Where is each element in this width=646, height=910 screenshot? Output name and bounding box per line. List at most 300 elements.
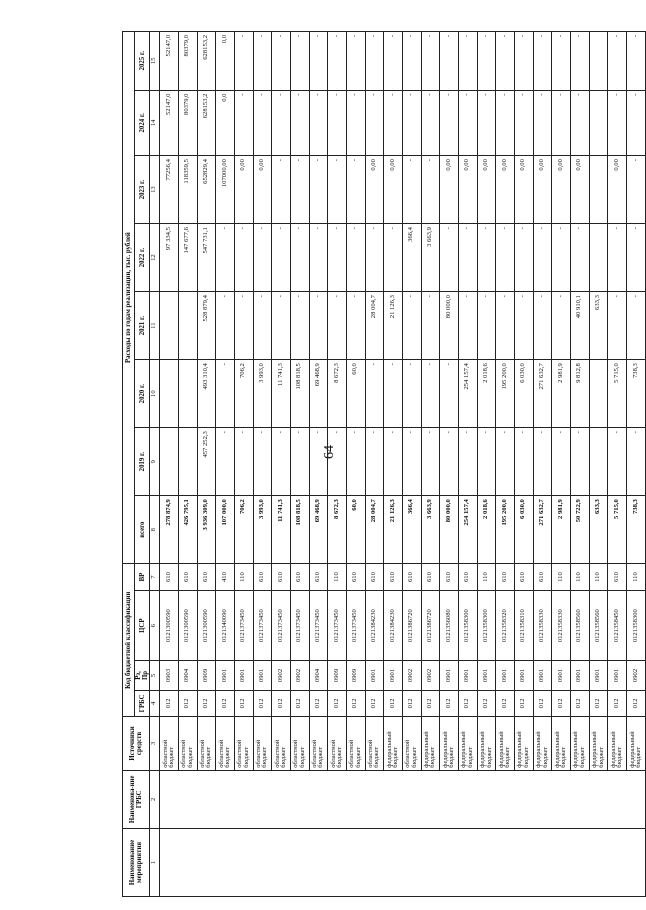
cell-rzpr: 0901 <box>440 661 459 690</box>
cell-vr: 610 <box>608 564 627 591</box>
cell-total: 278 874,9 <box>160 496 179 564</box>
cell-source: федеральный бюджет <box>459 717 478 770</box>
cell-2023: - <box>309 156 328 224</box>
cell-grbs: 012 <box>272 690 291 717</box>
cell-csr: 0121358330 <box>533 590 552 660</box>
cell-2021: 633,3 <box>589 292 608 360</box>
cell-2024 <box>589 90 608 156</box>
cell-2022: 97 334,5 <box>160 224 179 292</box>
cell-2021: - <box>515 292 534 360</box>
cell-2025: 80379,0 <box>178 32 197 91</box>
cell-2025: - <box>234 32 253 91</box>
cell-2022: - <box>459 224 478 292</box>
cell-2019: - <box>328 428 347 496</box>
cell-total: 60,0 <box>346 496 365 564</box>
cell-2023: - <box>290 156 309 224</box>
cell-2025: - <box>309 32 328 91</box>
cell-csr: 0121358310 <box>515 590 534 660</box>
cell-2023: 107000,00 <box>216 156 235 224</box>
cell-2019: - <box>234 428 253 496</box>
table-row <box>346 32 365 897</box>
cell-2020: 738,3 <box>627 360 646 428</box>
column-number: 14 <box>150 90 160 156</box>
cell-2024: - <box>533 90 552 156</box>
cell-2023: - <box>346 156 365 224</box>
cell-2022: - <box>515 224 534 292</box>
cell-2020: 2 981,9 <box>552 360 571 428</box>
cell-2025: 628153,2 <box>197 32 216 91</box>
cell-2022: 3 663,9 <box>421 224 440 292</box>
cell-csr: 0121356080 <box>440 590 459 660</box>
cell-csr: 0121373450 <box>272 590 291 660</box>
cell-vr: 610 <box>160 564 179 591</box>
cell-2024: - <box>421 90 440 156</box>
cell-2024: - <box>477 90 496 156</box>
column-number: 12 <box>150 224 160 292</box>
cell-2025: - <box>627 32 646 91</box>
cell-2019: - <box>459 428 478 496</box>
cell-grbs-name <box>160 770 646 828</box>
cell-grbs: 012 <box>290 690 309 717</box>
cell-total: 3 993,0 <box>253 496 272 564</box>
cell-2022: - <box>328 224 347 292</box>
cell-csr: 0121358320 <box>496 590 515 660</box>
cell-2021: - <box>272 292 291 360</box>
table-row <box>552 32 571 897</box>
cell-source: областной бюджет <box>216 717 235 770</box>
cell-total: 11 741,3 <box>272 496 291 564</box>
cell-csr: 0121373450 <box>290 590 309 660</box>
cell-2023: 0,00 <box>552 156 571 224</box>
cell-2020: 5 715,0 <box>608 360 627 428</box>
cell-vr: 610 <box>290 564 309 591</box>
column-number: 9 <box>150 428 160 496</box>
cell-csr: 0121358560 <box>589 590 608 660</box>
cell-rzpr: 0901 <box>234 661 253 690</box>
cell-2022: - <box>272 224 291 292</box>
cell-2021: 80 000,0 <box>440 292 459 360</box>
cell-2021: - <box>253 292 272 360</box>
cell-2024: - <box>571 90 590 156</box>
cell-2019: - <box>365 428 384 496</box>
cell-csr: 0121358300 <box>477 590 496 660</box>
header-year-2025: 2025 г. <box>135 32 150 91</box>
cell-2023: 0,00 <box>384 156 403 224</box>
header-code-group: Код бюджетной классификации <box>123 564 135 717</box>
table-row <box>459 32 478 897</box>
cell-2024: 52147,0 <box>160 90 179 156</box>
cell-2020 <box>589 360 608 428</box>
cell-2021: - <box>533 292 552 360</box>
cell-source: федеральный бюджет <box>533 717 552 770</box>
cell-grbs: 012 <box>571 690 590 717</box>
cell-grbs: 012 <box>216 690 235 717</box>
cell-2022: - <box>440 224 459 292</box>
cell-2021: - <box>608 292 627 360</box>
cell-source: федеральный бюджет <box>384 717 403 770</box>
cell-source: областной бюджет <box>253 717 272 770</box>
column-number: 11 <box>150 292 160 360</box>
cell-2023: 0,00 <box>440 156 459 224</box>
cell-csr: 0121386720 <box>421 590 440 660</box>
cell-rzpr: 0901 <box>496 661 515 690</box>
cell-total: 2 981,9 <box>552 496 571 564</box>
cell-source: областной бюджет <box>309 717 328 770</box>
cell-2021: - <box>402 292 421 360</box>
header-vr: ВР <box>135 564 150 591</box>
cell-2023: 0,00 <box>608 156 627 224</box>
cell-2019: - <box>253 428 272 496</box>
cell-2023: 652829,4 <box>197 156 216 224</box>
cell-total: 195 200,0 <box>496 496 515 564</box>
cell-vr: 110 <box>552 564 571 591</box>
cell-vr: 610 <box>496 564 515 591</box>
cell-vr: 610 <box>533 564 552 591</box>
cell-2022: - <box>290 224 309 292</box>
header-year-2022: 2022 г. <box>135 224 150 292</box>
cell-2021: - <box>328 292 347 360</box>
cell-2022: - <box>533 224 552 292</box>
cell-2021 <box>160 292 179 360</box>
cell-2022: - <box>216 224 235 292</box>
table-row <box>253 32 272 897</box>
header-expenses-group: Расходы по годам реализации, тыс. рублей <box>123 32 135 564</box>
cell-vr: 610 <box>178 564 197 591</box>
cell-2019: - <box>627 428 646 496</box>
cell-grbs: 012 <box>589 690 608 717</box>
cell-2023: 0,00 <box>234 156 253 224</box>
table-row <box>365 32 384 897</box>
cell-2024: - <box>627 90 646 156</box>
cell-2021: 528 879,4 <box>197 292 216 360</box>
cell-grbs: 012 <box>365 690 384 717</box>
cell-source: областной бюджет <box>290 717 309 770</box>
table-row <box>589 32 608 897</box>
cell-2020: - <box>440 360 459 428</box>
cell-grbs: 012 <box>234 690 253 717</box>
table-row <box>197 32 216 897</box>
budget-expenses-table <box>122 31 646 897</box>
cell-source: областной бюджет <box>402 717 421 770</box>
table-row <box>160 32 179 897</box>
cell-csr: 0121373450 <box>346 590 365 660</box>
cell-grbs: 012 <box>402 690 421 717</box>
cell-2021: - <box>477 292 496 360</box>
cell-rzpr: 0909 <box>328 661 347 690</box>
cell-rzpr: 0901 <box>253 661 272 690</box>
cell-2019: - <box>346 428 365 496</box>
cell-2022: 547 731,1 <box>197 224 216 292</box>
table-row <box>178 32 197 897</box>
table-row <box>608 32 627 897</box>
cell-total: 3 663,9 <box>421 496 440 564</box>
cell-rzpr: 0901 <box>216 661 235 690</box>
cell-rzpr: 0901 <box>384 661 403 690</box>
cell-csr: 0121340090 <box>216 590 235 660</box>
cell-2025: - <box>515 32 534 91</box>
column-number: 1 <box>150 828 160 896</box>
table-row <box>421 32 440 897</box>
cell-rzpr: 0909 <box>346 661 365 690</box>
cell-csr: 0121358560 <box>571 590 590 660</box>
cell-total: 2 018,6 <box>477 496 496 564</box>
cell-vr: 610 <box>253 564 272 591</box>
cell-2019 <box>178 428 197 496</box>
cell-2024: - <box>272 90 291 156</box>
cell-grbs: 012 <box>608 690 627 717</box>
table-row <box>328 32 347 897</box>
header-grbs: ГРБС <box>135 690 150 717</box>
cell-2021: - <box>552 292 571 360</box>
header-pr: Пр <box>142 670 150 680</box>
cell-total: 50 722,9 <box>571 496 590 564</box>
cell-2024: - <box>440 90 459 156</box>
cell-2021: 28 004,7 <box>365 292 384 360</box>
cell-2025: - <box>608 32 627 91</box>
cell-csr: 0121384230 <box>365 590 384 660</box>
cell-rzpr: 0901 <box>477 661 496 690</box>
cell-2020: 11 741,3 <box>272 360 291 428</box>
cell-source: областной бюджет <box>272 717 291 770</box>
cell-2023: 0,00 <box>533 156 552 224</box>
cell-source: федеральный бюджет <box>440 717 459 770</box>
cell-grbs: 012 <box>627 690 646 717</box>
cell-grbs: 012 <box>496 690 515 717</box>
cell-rzpr: 0901 <box>608 661 627 690</box>
table-row <box>384 32 403 897</box>
cell-csr: 0121300590 <box>178 590 197 660</box>
cell-rzpr: 0901 <box>515 661 534 690</box>
cell-2025: - <box>552 32 571 91</box>
table-row <box>440 32 459 897</box>
cell-vr: 610 <box>515 564 534 591</box>
cell-total: 271 632,7 <box>533 496 552 564</box>
cell-source: федеральный бюджет <box>515 717 534 770</box>
header-year-2023: 2023 г. <box>135 156 150 224</box>
cell-2019: - <box>309 428 328 496</box>
cell-2023: 0,00 <box>571 156 590 224</box>
cell-2023: - <box>421 156 440 224</box>
column-number: 8 <box>150 496 160 564</box>
cell-2021: 21 126,3 <box>384 292 403 360</box>
cell-2021: - <box>216 292 235 360</box>
cell-vr: 610 <box>197 564 216 591</box>
cell-2022: - <box>253 224 272 292</box>
table-row <box>216 32 235 897</box>
cell-measure-name <box>160 828 646 896</box>
cell-2024: - <box>384 90 403 156</box>
cell-source: федеральный бюджет <box>571 717 590 770</box>
cell-2023: 0,00 <box>477 156 496 224</box>
cell-2020: 9 812,8 <box>571 360 590 428</box>
cell-2024: - <box>608 90 627 156</box>
cell-rzpr: 0901 <box>365 661 384 690</box>
column-number: 6 <box>150 590 160 660</box>
cell-grbs: 012 <box>253 690 272 717</box>
cell-2025: - <box>253 32 272 91</box>
cell-vr: 110 <box>234 564 253 591</box>
cell-2024: - <box>234 90 253 156</box>
cell-2025: - <box>402 32 421 91</box>
cell-2019 <box>589 428 608 496</box>
cell-2024: 0,0 <box>216 90 235 156</box>
cell-total: 3 936 309,0 <box>197 496 216 564</box>
cell-grbs: 012 <box>178 690 197 717</box>
cell-source: федеральный бюджет <box>589 717 608 770</box>
cell-2019: - <box>440 428 459 496</box>
cell-2020: 6 030,0 <box>515 360 534 428</box>
cell-csr: 0121358300 <box>627 590 646 660</box>
cell-source: областной бюджет <box>234 717 253 770</box>
cell-2024: - <box>290 90 309 156</box>
cell-2025: - <box>384 32 403 91</box>
cell-2019: - <box>515 428 534 496</box>
cell-source: областной бюджет <box>197 717 216 770</box>
cell-2022: 366,4 <box>402 224 421 292</box>
cell-source: федеральный бюджет <box>627 717 646 770</box>
cell-2024: - <box>365 90 384 156</box>
cell-vr: 610 <box>402 564 421 591</box>
column-number: 5 <box>150 661 160 690</box>
cell-vr: 610 <box>459 564 478 591</box>
cell-vr: 110 <box>589 564 608 591</box>
cell-rzpr: 0903 <box>160 661 179 690</box>
cell-grbs: 012 <box>552 690 571 717</box>
header-csr: ЦСР <box>135 590 150 660</box>
cell-total: 706,2 <box>234 496 253 564</box>
cell-2021: - <box>421 292 440 360</box>
cell-2020: - <box>216 360 235 428</box>
cell-2024: 628153,2 <box>197 90 216 156</box>
cell-rzpr: 0901 <box>571 661 590 690</box>
cell-2022: - <box>496 224 515 292</box>
cell-source: федеральный бюджет <box>477 717 496 770</box>
cell-vr: 110 <box>328 564 347 591</box>
cell-source: областной бюджет <box>328 717 347 770</box>
cell-rzpr: 0904 <box>309 661 328 690</box>
cell-grbs: 012 <box>515 690 534 717</box>
cell-rzpr: 0902 <box>421 661 440 690</box>
cell-2024: - <box>402 90 421 156</box>
cell-vr: 610 <box>272 564 291 591</box>
cell-2020: - <box>384 360 403 428</box>
cell-2024: - <box>253 90 272 156</box>
header-total: всего <box>135 496 150 564</box>
cell-total: 28 004,7 <box>365 496 384 564</box>
cell-vr: 110 <box>477 564 496 591</box>
cell-2025: 0,0 <box>216 32 235 91</box>
cell-2023: 77256,4 <box>160 156 179 224</box>
cell-2024: - <box>309 90 328 156</box>
cell-2022 <box>589 224 608 292</box>
cell-2023: 0,00 <box>459 156 478 224</box>
cell-grbs: 012 <box>421 690 440 717</box>
cell-2025: - <box>328 32 347 91</box>
cell-2019: - <box>421 428 440 496</box>
cell-2019: - <box>477 428 496 496</box>
cell-2019: - <box>571 428 590 496</box>
cell-2024: 80379,0 <box>178 90 197 156</box>
cell-2022: - <box>309 224 328 292</box>
cell-2019: - <box>384 428 403 496</box>
table-row <box>533 32 552 897</box>
cell-2025: 52147,0 <box>160 32 179 91</box>
cell-2020: 493 310,4 <box>197 360 216 428</box>
cell-2025: - <box>421 32 440 91</box>
header-year-2024: 2024 г. <box>135 90 150 156</box>
table-row <box>515 32 534 897</box>
cell-2021: 40 910,1 <box>571 292 590 360</box>
cell-vr: 610 <box>365 564 384 591</box>
table-row <box>290 32 309 897</box>
cell-total: 8 672,3 <box>328 496 347 564</box>
cell-2019: - <box>290 428 309 496</box>
cell-2025: - <box>496 32 515 91</box>
cell-2019: - <box>496 428 515 496</box>
cell-rzpr: 0904 <box>178 661 197 690</box>
cell-total: 108 818,5 <box>290 496 309 564</box>
cell-2023: 0,00 <box>253 156 272 224</box>
cell-2020: 706,2 <box>234 360 253 428</box>
cell-2023: 118359,5 <box>178 156 197 224</box>
cell-2020: 2 018,6 <box>477 360 496 428</box>
cell-csr: 0121384230 <box>384 590 403 660</box>
cell-2021: - <box>459 292 478 360</box>
cell-2021: - <box>627 292 646 360</box>
cell-2020: - <box>365 360 384 428</box>
cell-csr: 0121358450 <box>608 590 627 660</box>
cell-rzpr: 0902 <box>272 661 291 690</box>
table-row <box>309 32 328 897</box>
cell-2022: - <box>627 224 646 292</box>
cell-2020: - <box>402 360 421 428</box>
cell-total: 6 030,0 <box>515 496 534 564</box>
cell-grbs: 012 <box>459 690 478 717</box>
cell-2024: - <box>346 90 365 156</box>
cell-2023: - <box>272 156 291 224</box>
column-number: 15 <box>150 32 160 91</box>
cell-2020 <box>160 360 179 428</box>
cell-2022: - <box>346 224 365 292</box>
header-year-2019: 2019 г. <box>135 428 150 496</box>
cell-2020: 3 993,0 <box>253 360 272 428</box>
cell-source: федеральный бюджет <box>421 717 440 770</box>
cell-2024: - <box>552 90 571 156</box>
column-number: 10 <box>150 360 160 428</box>
cell-2021: - <box>346 292 365 360</box>
header-year-2020: 2020 г. <box>135 360 150 428</box>
cell-vr: 610 <box>309 564 328 591</box>
cell-2025: - <box>571 32 590 91</box>
cell-grbs: 012 <box>328 690 347 717</box>
header-rz: Рз, <box>135 671 142 680</box>
cell-grbs: 012 <box>309 690 328 717</box>
cell-2023: 0,00 <box>365 156 384 224</box>
cell-2020: 195 200,0 <box>496 360 515 428</box>
cell-vr: 110 <box>571 564 590 591</box>
cell-2021: - <box>309 292 328 360</box>
cell-rzpr: 0901 <box>533 661 552 690</box>
cell-source: федеральный бюджет <box>496 717 515 770</box>
cell-2024: - <box>515 90 534 156</box>
cell-csr: 0121386720 <box>402 590 421 660</box>
cell-vr: 610 <box>421 564 440 591</box>
table-row <box>402 32 421 897</box>
cell-rzpr: 0901 <box>552 661 571 690</box>
table-body <box>160 32 646 897</box>
cell-total: 366,4 <box>402 496 421 564</box>
cell-2019: 457 252,3 <box>197 428 216 496</box>
